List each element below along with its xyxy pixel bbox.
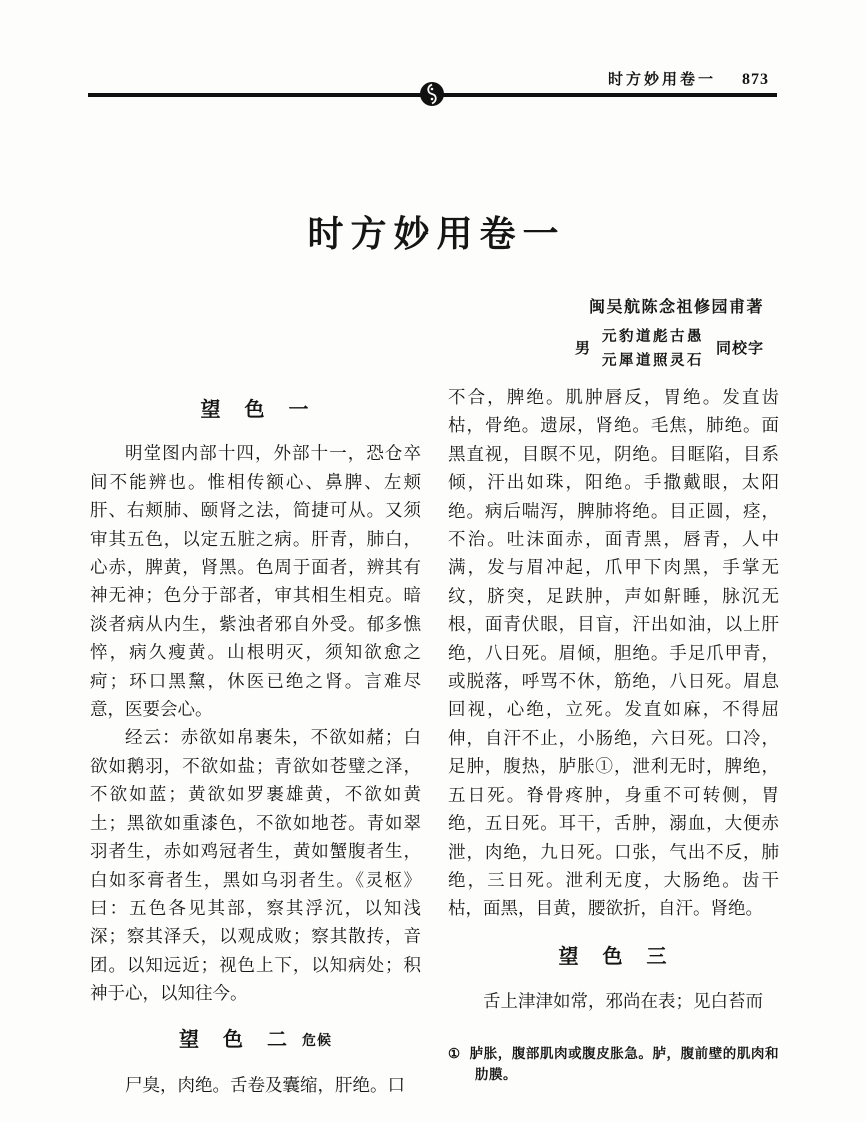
footnote-text: 胪胀，腹部肌肉或腹皮胀急。胪，腹前壁的肌肉和肋膜。 [469, 1045, 779, 1082]
section-heading-wangse-3: 望 色 三 [558, 945, 669, 968]
section-heading-text: 望 色 二 [179, 1028, 289, 1051]
body-paragraph: 经云：赤欲如帛裹朱，不欲如赭；白欲如鹅羽，不欲如盐；青欲如苍璧之泽，不欲如蓝；黄欲如罗裹雄黄，不欲如黄土；黑欲如重漆色，不欲如地苍。青如翠羽者生，赤如鸡冠者生，黄如蟹腹者生，白如豕膏者生，黑如乌羽者生。《灵枢》曰：五色各见其部，察其浮沉，以知浅深；察其泽夭，以观成败；察其散抟，音团。以知远近；视色上下，以知病处；积神于心，以知往今。 [90, 727, 421, 1004]
collator-name: 元犀道照灵石 [601, 353, 704, 369]
section-heading-wangse-1: 望 色 一 [200, 399, 311, 421]
footnote [448, 1043, 779, 1085]
author-line: 闽吴航陈念祖修园甫著 [588, 299, 764, 316]
section-heading-wangse-2 [90, 1026, 421, 1056]
text-columns [90, 383, 779, 1099]
publisher-ornament-icon [418, 80, 446, 108]
body-paragraph: 明堂图内部十四，外部十一，恐仓卒间不能辨也。惟相传额心、鼻脾、左颊肝、右颊肺、颐肾之法，简捷可从。又须审其五色，以定五脏之病。肝青，肺白，心赤，脾黄，肾黑。色周于面者，辨其有神无神；色分于部者，审其相生相克。暗淡者病从内生，紫浊者邪自外受。郁多憔悴，病久瘦黄。山根明灭，须知欲愈之疴；环口黑黧，休医已绝之肾。言难尽意，医要会心。 [90, 443, 421, 720]
son-label: 男 [574, 341, 590, 357]
running-head-title: 时方妙用卷一 [607, 72, 716, 88]
footnote-marker: ① [448, 1045, 461, 1061]
collator-name: 元豹道彪古愚 [601, 329, 704, 345]
collators-row [575, 325, 764, 370]
section-heading-subtitle: 危候 [302, 1033, 332, 1049]
chapter-title: 时方妙用卷一 [307, 214, 566, 254]
body-paragraph: 舌上津津如常，邪尚在表；见白苔而 [483, 991, 763, 1012]
left-column [90, 383, 421, 1099]
body-paragraph: 尸臭，肉绝。舌卷及囊缩，肝绝。口 [125, 1074, 405, 1095]
body-paragraph-continued: 不合，脾绝。肌肿唇反，胃绝。发直齿枯，骨绝。遗尿，肾绝。毛焦，肺绝。面黑直视，目瞑不见，阴绝。目眶陷，目系倾，汗出如珠，阳绝。手撒戴眼，太阳绝。病后喘泻，脾肺将绝。目正圆，痉，不治。吐沫面赤，面青黑，唇青，人中满，发与眉冲起，爪甲下肉黑，手掌无纹，脐突，足趺肿，声如鼾睡，脉沉无根，面青伏眼，目盲，汗出如油，以上肝绝，八日死。眉倾，胆绝。手足爪甲青，或脱落，呼骂不休，筋绝，八日死。眉息回视，心绝，立死。发直如麻，不得屈伸，自汗不止，小肠绝，六日死。口冷，足肿，腹热，胪胀①，泄利无时，脾绝，五日死。脊骨疼肿，身重不可转侧，胃绝，五日死。耳干，舌肿，溺血，大便赤泄，肉绝，九日死。口张，气出不反，肺绝，三日死。泄利无度，大肠绝。齿干枯，面黑，目黄，腰欲折，自汗。肾绝。 [448, 387, 779, 919]
collator-names [602, 325, 704, 370]
collation-note: 同校字 [715, 341, 764, 357]
byline [575, 294, 764, 370]
right-column [448, 383, 779, 1099]
page-number: 873 [742, 71, 769, 88]
